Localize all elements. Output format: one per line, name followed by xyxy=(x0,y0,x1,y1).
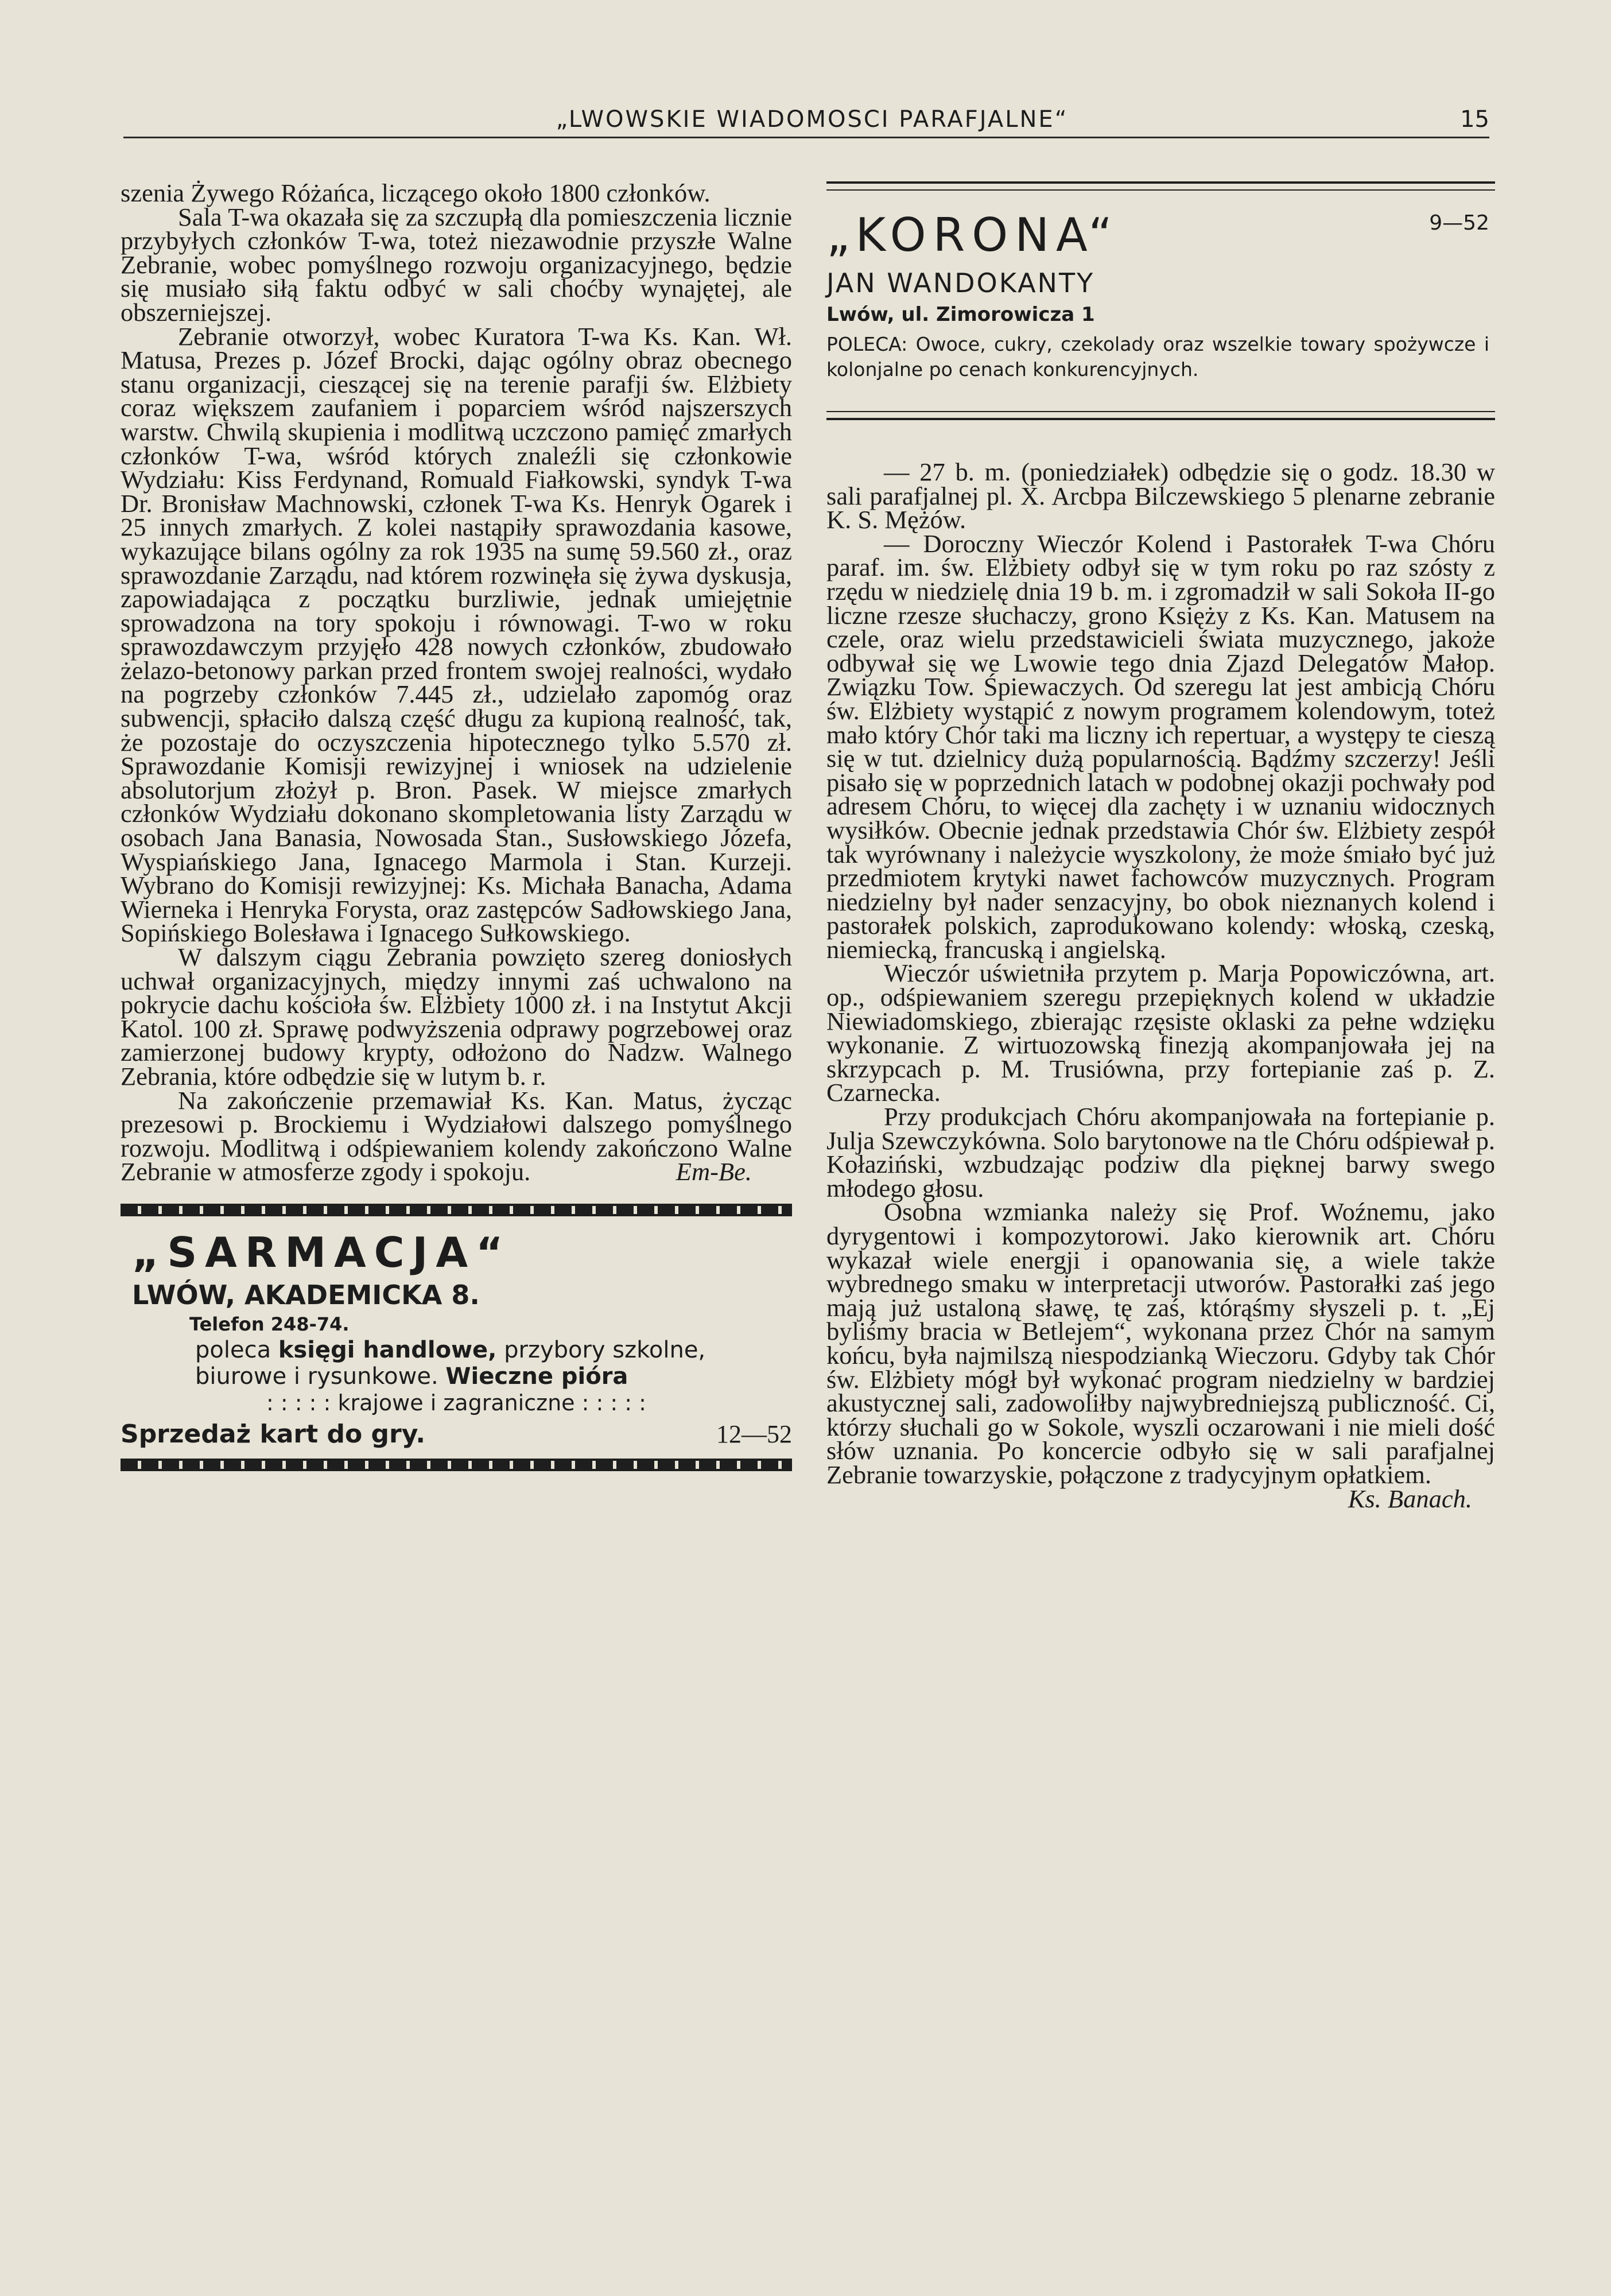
ornamental-rule xyxy=(121,1459,792,1471)
advertisement-korona xyxy=(826,181,1495,420)
paragraph: — 27 b. m. (poniedziałek) odbędzie się o godz. 18.30 w sali parafjalnej pl. X. Arcbpa Bilczewskiego 5 plenarne zebranie K. S. Mężów. xyxy=(826,457,1495,534)
right-column xyxy=(826,181,1495,1511)
advertisement-sarmacja xyxy=(121,1227,792,1450)
ad-address: Lwów, ul. Zimorowicza 1 xyxy=(826,303,1095,326)
ad-offer-text: poleca xyxy=(195,1336,271,1363)
ornamental-rule xyxy=(121,1204,792,1216)
divider xyxy=(826,189,1495,191)
signature: Em-Be. xyxy=(676,1157,752,1186)
ad-offer xyxy=(195,1337,792,1390)
paragraph-with-signature xyxy=(826,1197,1495,1513)
ad-name: „KORONA“ xyxy=(826,208,1119,262)
paragraph-text: Na zakończenie przemawiał Ks. Kan. Matus, życząc prezesowi p. Brockiemu i Wydziałowi dalszego pomyślnego rozwoju. Modlitwą i odśpiewaniem kolendy zakończono Walne Zebranie w atmosferze zgody i spokoju. xyxy=(121,1085,792,1186)
left-column xyxy=(121,181,792,1477)
paragraph: Wieczór uświetniła przytem p. Marja Popowiczówna, art. op., odśpiewaniem szeregu przepięknych kolend w układzie Niewiadomskiego, zbierając rzęsiste oklaski za pełne wdzięku wykonanie. Z wirtuozowską finezją akompanjowała jej na skrzypcach p. M. Trusiówna, przy fortepianie zaś p. Z. Czarnecka. xyxy=(826,959,1495,1107)
signature: Ks. Banach. xyxy=(1348,1484,1472,1513)
paragraph: Przy produkcjach Chóru akompanjowała na fortepianie p. Julja Szewczykówna. Solo barytonowe na tle Chóru odśpiewał p. Kołaziński, wzbudzając podziw dla pięknej barwy swego młodego głosu. xyxy=(826,1102,1495,1203)
ad-code: 9—52 xyxy=(1429,211,1489,235)
ad-name: „SARMACJA“ xyxy=(132,1228,511,1277)
page-header xyxy=(123,103,1489,138)
paragraph: W dalszym ciągu Zebrania powzięto szereg doniosłych uchwał organizacyjnych, między innymi zaś uchwalono na pokrycie dachu kościoła św. Elżbiety 1000 zł. i na Instytut Akcji Katol. 100 zł. Sprawę podwyższenia odprawy pogrzebowej oraz zamierzonej budowy krypty, odłożono do Nadzw. Walnego Zebrania, które odbędzie się w lutym b. r. xyxy=(121,943,792,1091)
paragraph: — Doroczny Wieczór Kolend i Pastorałek T-wa Chóru paraf. im. św. Elżbiety odbył się w tym roku po raz szósty z rzędu w niedzielę dnia 19 b. m. i zgromadził w sali Sokoła II-go liczne rzesze słuchaczy, grono Księży z Ks. Kan. Matusem na czele, oraz wielu przedstawicieli świata muzycznego, jakoże odbywał się we Lwowie tego dnia Zjazd Delegatów Małop. Związku Tow. Śpiewaczych. Od szeregu lat jest ambicją Chóru św. Elżbiety wystąpić z nowym programem kolendowym, toteż mało który Chór taki ma liczny ich repertuar, a występy te cieszą się w tut. dzielnicy dużą popularnością. Bądźmy szczerzy! Jeśli pisało się w poprzednich latach w podobnej okazji pochwały pod adresem Chóru, to więcej dla zachęty i w uznaniu widocznych wysiłków. Obecnie jednak przedstawia Chór św. Elżbiety zespół tak wyrównany i należycie wyszkolony, że może śmiało być już przedmiotem krytyki nawet fachowców muzycznych. Program niedzielny był nader senzacyjny, bo obok nieznanych kolend i pastorałek polskich, zaprodukowano kolendy: włoską, czeską, niemiecką, francuską i angielską. xyxy=(826,529,1495,964)
article-parish-news xyxy=(826,457,1495,1513)
paragraph-with-signature xyxy=(121,1085,792,1186)
ad-address: LWÓW, AKADEMICKA 8. xyxy=(132,1279,480,1310)
page-number: 15 xyxy=(1460,106,1489,133)
ad-offer: POLECA: Owoce, cukry, czekolady oraz wszelkie towary spożywcze i kolonjalne po cenach konkurencyjnych. xyxy=(826,333,1489,381)
divider xyxy=(826,411,1495,412)
ad-offer-line: : : : : : krajowe i zagraniczne : : : : : xyxy=(266,1390,646,1415)
ad-offer-highlight: Wieczne pióra xyxy=(445,1363,628,1390)
paragraph: Sala T-wa okazała się za szczupłą dla pomieszczenia licznie przybyłych członków T-wa, toteż niezawodnie przyszłe Walne Zebranie, wobec pomyślnego rozwoju organizacyjnego, będzie się musiało siłą faktu odbyć w sali choćby wynajętej, ale obszerniejszej. xyxy=(121,202,792,327)
ad-offer-highlight: księgi handlowe, xyxy=(278,1336,497,1363)
ad-sale: Sprzedaż kart do gry. xyxy=(121,1419,426,1449)
newspaper-title: „LWOWSKIE WIADOMOSCI PARAFJALNE“ xyxy=(556,106,1069,133)
ad-owner: JAN WANDOKANTY xyxy=(826,267,1095,298)
paragraph: Zebranie otworzył, wobec Kuratora T-wa Ks. Kan. Wł. Matusa, Prezes p. Józef Brocki, dając ogólny obraz obecnego stanu organizacji, cieszącej się na terenie parafji św. Elżbiety coraz większem zaufaniem i poparciem wśród najszerszych warstw. Chwilą skupienia i modlitwą uczczono pamięć zmarłych członków T-wa, wśród których znaleźli się członkowie Wydziału: Kiss Ferdynand, Romuald Fiałkowski, syndyk T-wa Dr. Bronisław Machnowski, członek T-wa Ks. Henryk Ogarek i 25 innych zmarłych. Z kolei nastąpiły sprawozdania kasowe, wykazujące bilans ogólny za rok 1935 na sumę 59.560 zł., oraz sprawozdanie Zarządu, nad którem rozwinęła się żywa dyskusja, zapowiadająca z początku burzliwie, jednak umiejętnie sprowadzona na tory spokoju i równowagi. T-wo w roku sprawozdawczym przyjęło 428 nowych członków, zbudowało żelazo-betonowy parkan przed frontem swojej realności, wydało na pogrzeby członków 7.445 zł., udzielało zapomóg oraz subwencji, spłaciło dalszą część długu za kupioną realność, tak, że pozostaje do oczyszczenia hipotecznego tylko 5.570 zł. Sprawozdanie Komisji rewizyjnej i wniosek na udzielenie absolutorjum złożył p. Bron. Pasek. W miejsce zmarłych członków Wydziału dokonano skompletowania listy Zarządu w osobach Jana Banasia, Nowosada Stan., Susłowskiego Józefa, Wyspiańskiego Jana, Ignacego Marmola i Stan. Kurzeji. Wybrano do Komisji rewizyjnej: Ks. Michała Banacha, Adama Wierneka i Henryka Forysta, oraz zastępców Sadłowskiego Jana, Sopińskiego Bolesława i Ignacego Sułkowskiego. xyxy=(121,321,792,948)
ad-sale-line xyxy=(121,1418,792,1450)
ad-offer-text: przybory szkolne, biurowe i rysunkowe. xyxy=(195,1336,706,1390)
article-assembly-report xyxy=(121,181,792,1184)
paragraph-text: Osobna wzmianka należy się Prof. Woźnemu, jako dyrygentowi i kompozytorowi. Jako kierownik art. Chóru wykazał wiele energji i opanowania się, a wiele także wybrednego smaku w interpretacji utworów. Pastorałki zaś jego mają już ustaloną sławę, tę zaś, którąśmy słyszeli p. t. „Ej byliśmy bracia w Betlejem“, wykonana przez Chór na samym końcu, była najmilszą niespodzianką Wieczoru. Gdyby tak Chór św. Elżbiety mógł był wykonać program niedzielny w bardziej akustycznej sali, zadowoliłby najwybredniejszą publiczność. Ci, którzy słuchali go w Sokole, wyszli oczarowani i nie mieli dość słów uznania. Po koncercie odbyło się w sali parafjalnej Zebranie towarzyskie, połączone z tradycyjnym opłatkiem. xyxy=(826,1197,1495,1489)
ad-code: 12—52 xyxy=(716,1420,792,1448)
paragraph: szenia Żywego Różańca, liczącego około 1800 członków. xyxy=(121,179,711,207)
ad-phone: Telefon 248-74. xyxy=(189,1313,350,1335)
